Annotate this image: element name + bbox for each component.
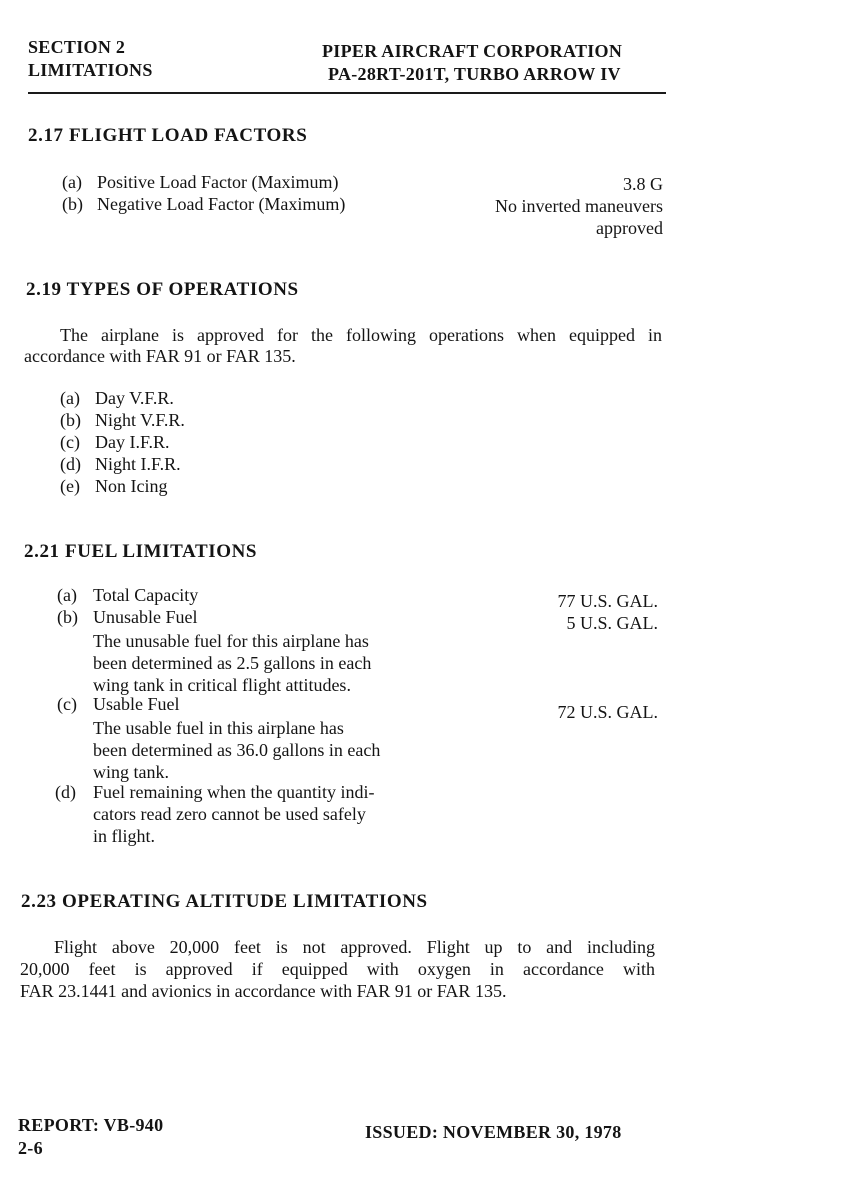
- load-factor-a-value: 3.8 G: [623, 174, 663, 194]
- section-name: LIMITATIONS: [28, 60, 153, 80]
- fuel-d-line: Fuel remaining when the quantity indi-: [93, 782, 375, 802]
- operation-item: Day I.F.R.: [95, 432, 170, 452]
- fuel-b-label: Unusable Fuel: [93, 607, 198, 627]
- fuel-c-desc-line: been determined as 36.0 gallons in each: [93, 740, 381, 760]
- fuel-c-desc-line: wing tank.: [93, 762, 169, 782]
- operation-letter: (b): [60, 410, 81, 430]
- operation-item: Day V.F.R.: [95, 388, 174, 408]
- operation-letter: (d): [60, 454, 81, 474]
- section-number: SECTION 2: [28, 37, 126, 57]
- fuel-a-value: 77 U.S. GAL.: [557, 591, 658, 611]
- load-factor-b-value: No inverted maneuvers: [495, 196, 663, 216]
- fuel-b-letter: (b): [57, 607, 78, 627]
- fuel-a-label: Total Capacity: [93, 585, 199, 605]
- fuel-b-desc-line: been determined as 2.5 gallons in each: [93, 653, 372, 673]
- load-factor-b-letter: (b): [62, 194, 83, 214]
- fuel-b-desc-line: wing tank in critical flight attitudes.: [93, 675, 351, 695]
- header-rule: [28, 92, 666, 94]
- issue-date: ISSUED: NOVEMBER 30, 1978: [365, 1122, 622, 1142]
- section-2-19-title: 2.19 TYPES OF OPERATIONS: [26, 279, 299, 300]
- fuel-b-value: 5 U.S. GAL.: [566, 613, 658, 633]
- aircraft-model: PA-28RT-201T, TURBO ARROW IV: [328, 64, 621, 84]
- fuel-c-desc-line: The usable fuel in this airplane has: [93, 718, 344, 738]
- fuel-d-letter: (d): [55, 782, 76, 802]
- section-2-21-title: 2.21 FUEL LIMITATIONS: [24, 541, 258, 562]
- page-number: 2-6: [18, 1138, 43, 1158]
- fuel-b-desc-line: The unusable fuel for this airplane has: [93, 631, 369, 651]
- operation-item: Night I.F.R.: [95, 454, 181, 474]
- altitude-paragraph-line-2: 20,000 feet is approved if equipped with oxygen in accordance with: [20, 959, 655, 979]
- load-factor-a-label: Positive Load Factor (Maximum): [97, 172, 339, 192]
- operations-paragraph-line-1: The airplane is approved for the following operations when equipped in: [60, 325, 662, 345]
- altitude-paragraph-line-1: Flight above 20,000 feet is not approved. Flight up to and including: [54, 937, 655, 957]
- fuel-d-line: in flight.: [93, 826, 155, 846]
- fuel-a-letter: (a): [57, 585, 77, 605]
- company-name: PIPER AIRCRAFT CORPORATION: [322, 41, 623, 61]
- section-2-17-title: 2.17 FLIGHT LOAD FACTORS: [28, 125, 308, 146]
- operations-paragraph-line-2: accordance with FAR 91 or FAR 135.: [24, 346, 296, 366]
- fuel-c-letter: (c): [57, 694, 77, 714]
- load-factor-b-value-cont: approved: [596, 218, 663, 238]
- operation-letter: (c): [60, 432, 80, 452]
- load-factor-a-letter: (a): [62, 172, 82, 192]
- fuel-c-value: 72 U.S. GAL.: [557, 702, 658, 722]
- section-2-23-title: 2.23 OPERATING ALTITUDE LIMITATIONS: [21, 891, 428, 912]
- operation-item: Non Icing: [95, 476, 168, 496]
- fuel-c-label: Usable Fuel: [93, 694, 180, 714]
- operation-letter: (a): [60, 388, 80, 408]
- load-factor-b-label: Negative Load Factor (Maximum): [97, 194, 346, 214]
- operation-item: Night V.F.R.: [95, 410, 185, 430]
- operation-letter: (e): [60, 476, 80, 496]
- report-number: REPORT: VB-940: [18, 1115, 164, 1135]
- fuel-d-line: cators read zero cannot be used safely: [93, 804, 366, 824]
- altitude-paragraph-line-3: FAR 23.1441 and avionics in accordance with FAR 91 or FAR 135.: [20, 981, 507, 1001]
